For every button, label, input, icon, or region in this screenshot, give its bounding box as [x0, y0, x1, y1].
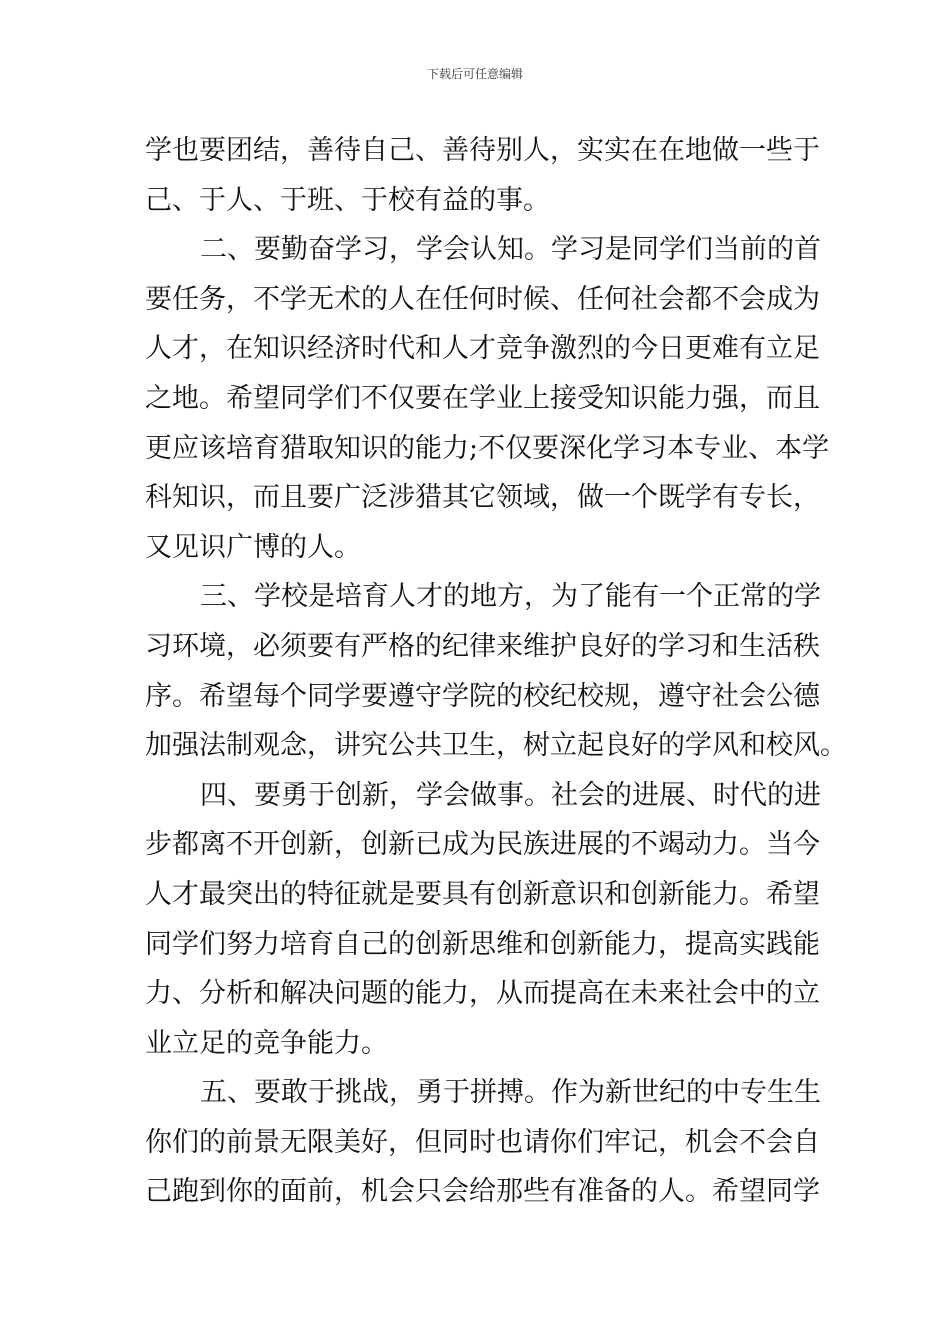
text-line: 人才，在知识经济时代和人才竞争激烈的今日更难有立足: [145, 333, 820, 365]
text-line: 力、分析和解决问题的能力，从而提高在未来社会中的立: [145, 978, 820, 1010]
text-line: 己、于人、于班、于校有益的事。: [145, 184, 550, 216]
paragraph-first-line: 五、要敢于挑战，勇于拼搏。作为新世纪的中专生生: [200, 1077, 821, 1109]
text-line: 步都离不开创新，创新已成为民族进展的不竭动力。当今: [145, 829, 820, 861]
text-line: 更应该培育猎取知识的能力;不仅要深化学习本专业、本学: [145, 432, 830, 464]
text-line: 要任务，不学无术的人在任何时候、任何社会都不会成为: [145, 283, 820, 315]
paragraph-first-line: 四、要勇于创新，学会做事。社会的进展、时代的进: [200, 779, 821, 811]
text-line: 学也要团结，善待自己、善待别人，实实在在地做一些于: [145, 135, 820, 166]
text-line: 同学们努力培育自己的创新思维和创新能力，提高实践能: [145, 928, 820, 960]
text-line: 之地。希望同学们不仅要在学业上接受知识能力强，而且: [145, 382, 820, 414]
text-line: 人才最突出的特征就是要具有创新意识和创新能力。希望: [145, 878, 820, 910]
text-line: 你们的前景无限美好，但同时也请你们牢记，机会不会自: [145, 1126, 820, 1158]
text-line: 序。希望每个同学要遵守学院的校纪校规，遵守社会公德: [145, 680, 820, 712]
text-line: 科知识，而且要广泛涉猎其它领域，做一个既学有专长，: [145, 482, 820, 514]
text-line: 又见识广博的人。: [145, 531, 361, 563]
paragraph-first-line: 三、学校是培育人才的地方，为了能有一个正常的学: [200, 581, 821, 613]
page-header: 下载后可任意编辑: [426, 67, 523, 81]
text-line: 业立足的竞争能力。: [145, 1027, 388, 1059]
text-line: 习环境，必须要有严格的纪律来维护良好的学习和生活秩: [145, 630, 820, 662]
text-line: 己跑到你的面前，机会只会给那些有准备的人。希望同学: [145, 1176, 820, 1208]
document-body: [145, 126, 847, 1217]
text-line: 加强法制观念，讲究公共卫生，树立起良好的学风和校风。: [145, 730, 847, 762]
paragraph-first-line: 二、要勤奋学习，学会认知。学习是同学们当前的首: [200, 234, 821, 266]
